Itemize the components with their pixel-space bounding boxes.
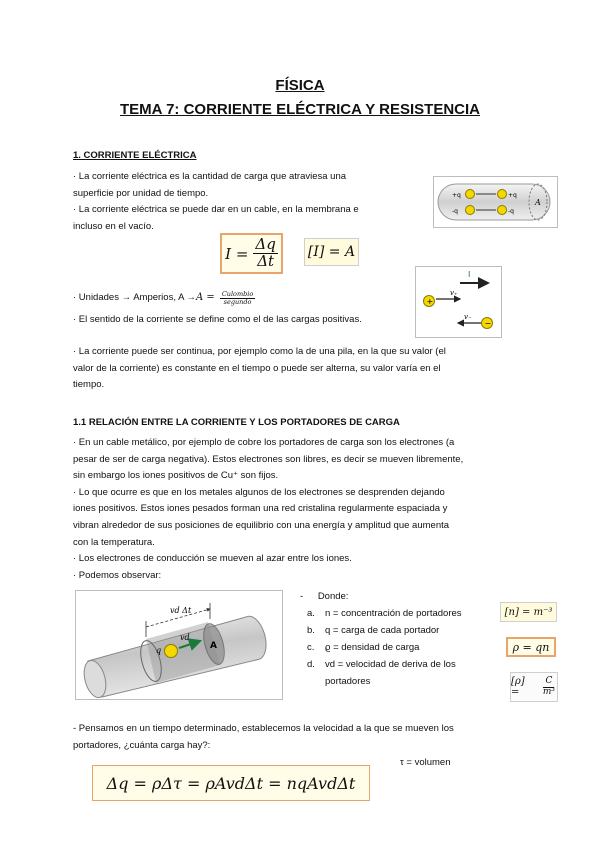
text-line: · Los electrones de conducción se mueven al azar entre los iones. xyxy=(73,553,352,565)
list-marker: b. xyxy=(307,625,315,636)
rho-unit-fraction xyxy=(541,677,557,697)
rho-unit-formula xyxy=(510,672,558,702)
text-line: tiempo. xyxy=(73,379,105,391)
units-line xyxy=(73,290,255,307)
list-item xyxy=(307,622,497,639)
text-line: portadores, ¿cuánta carga hay?: xyxy=(73,739,211,751)
charge-label: q xyxy=(156,646,162,655)
text-line: · La corriente eléctrica se puede dar en un cable, en la membrana e xyxy=(73,204,359,216)
text-line: vibran alrededor de sus posiciones de equilibrio con una energía y amplitud que aumenta xyxy=(73,519,450,531)
text-line: superficie por unidad de tiempo. xyxy=(73,187,209,199)
charge-label: +q xyxy=(452,192,461,199)
direction-line: · El sentido de la corriente se define como el de las cargas positivas. xyxy=(73,314,362,325)
section-1-1-heading: 1.1 RELACIÓN ENTRE LA CORRIENTE Y LOS PORTADORES DE CARGA xyxy=(73,417,400,428)
formula-denominator: Δt xyxy=(257,252,275,270)
current-direction-figure xyxy=(415,266,502,338)
text-line: pesar de ser de carga negativa). Estos electrones son libres, es decir se mueven libremente, xyxy=(73,453,464,465)
text-line: · Podemos observar: xyxy=(73,569,162,581)
section-1-current-types xyxy=(73,344,543,394)
text-line: - Pensamos en un tiempo determinado, establecemos la velocidad a la que se mueven los xyxy=(73,723,454,734)
text-line: iones positivos. Estos iones pesados forman una red cristalina regularmente espaciada y xyxy=(73,503,448,515)
list-text: vd = velocidad de deriva de los xyxy=(325,659,456,670)
list-text: portadores xyxy=(325,676,371,687)
units-formula-lhs: A = xyxy=(196,292,215,303)
rho-unit-lhs: [ρ] = xyxy=(511,676,525,698)
text-line: incluso en el vacío. xyxy=(73,220,154,232)
velocity-label: vd xyxy=(180,633,190,642)
charge-label: +q xyxy=(508,192,517,199)
page-subject: FÍSICA xyxy=(275,77,325,94)
list-marker: c. xyxy=(307,642,315,653)
units-denominator: segundo xyxy=(223,297,252,306)
list-item xyxy=(307,605,497,622)
units-text: · Unidades → Amperios, A → xyxy=(73,292,197,303)
length-label: vd Δt xyxy=(170,606,192,615)
v-minus-label: v₋ xyxy=(464,313,472,321)
tau-note: τ = volumen xyxy=(400,757,451,768)
current-formula xyxy=(220,233,283,274)
area-label: A xyxy=(210,641,217,651)
formula-fraction xyxy=(253,237,277,270)
current-label: I xyxy=(468,270,471,279)
formula-numerator: Δq xyxy=(255,235,276,254)
text-line: con la temperatura. xyxy=(73,536,155,548)
charge-label: -q xyxy=(508,208,514,215)
units-fraction xyxy=(220,291,255,306)
wire-charges-figure xyxy=(433,176,558,228)
rho-unit-denominator: m³ xyxy=(542,686,555,697)
carrier-cylinder-figure xyxy=(75,590,283,700)
rho-unit-numerator: C xyxy=(545,676,553,687)
v-plus-label: v₊ xyxy=(450,289,458,297)
page-topic: TEMA 7: CORRIENTE ELÉCTRICA Y RESISTENCIA xyxy=(119,101,481,118)
wire-charges-drawing xyxy=(434,177,557,227)
donde-dash: - xyxy=(300,591,304,602)
carrier-cylinder-drawing xyxy=(76,591,282,699)
n-unit-formula: [n] = m⁻³ xyxy=(500,602,557,622)
closing-text xyxy=(73,721,543,754)
section-1-intro xyxy=(73,169,413,235)
donde-list xyxy=(307,605,497,690)
list-text: ϱ = densidad de carga xyxy=(325,642,420,653)
list-marker: d. xyxy=(307,659,315,670)
section-1-1-body xyxy=(73,435,543,584)
donde-header xyxy=(300,588,348,605)
charge-label: -q xyxy=(452,208,458,215)
current-unit-formula: [I] = A xyxy=(304,238,359,266)
list-item xyxy=(307,639,497,656)
current-direction-drawing xyxy=(416,267,501,337)
minus-sign: − xyxy=(484,319,492,328)
list-marker: a. xyxy=(307,608,315,619)
list-item-continuation xyxy=(307,673,497,690)
donde-label: Donde: xyxy=(317,591,349,602)
charge-final-formula: Δq = ρΔτ = ρAvdΔt = nqAvdΔt xyxy=(92,765,370,801)
rho-formula: ρ = qn xyxy=(506,637,556,657)
list-text: n = concentración de portadores xyxy=(325,608,462,619)
list-text: q = carga de cada portador xyxy=(325,625,440,636)
section-1-heading: 1. CORRIENTE ELÉCTRICA xyxy=(73,150,197,161)
plus-sign: + xyxy=(426,297,434,306)
text-line: valor de la corriente) es constante en el tiempo o puede ser alterna, su valor varía en el xyxy=(73,362,441,374)
text-line: · En un cable metálico, por ejemplo de cobre los portadores de carga son los electrones (a xyxy=(73,437,455,448)
text-line: · La corriente eléctrica es la cantidad de carga que atraviesa una xyxy=(73,171,347,182)
text-line: sin embargo los iones positivos de Cu⁺ son fijos. xyxy=(73,470,279,482)
units-formula xyxy=(196,290,255,307)
text-line: · La corriente puede ser continua, por ejemplo como la de una pila, en la que su valor (el xyxy=(73,346,446,357)
area-label: A xyxy=(535,198,541,207)
units-numerator: Culombio xyxy=(221,289,254,298)
formula-lhs: I = xyxy=(225,244,249,263)
text-line: · Lo que ocurre es que en los metales algunos de los electrones se desprenden dejando xyxy=(73,486,445,498)
list-item xyxy=(307,656,497,673)
